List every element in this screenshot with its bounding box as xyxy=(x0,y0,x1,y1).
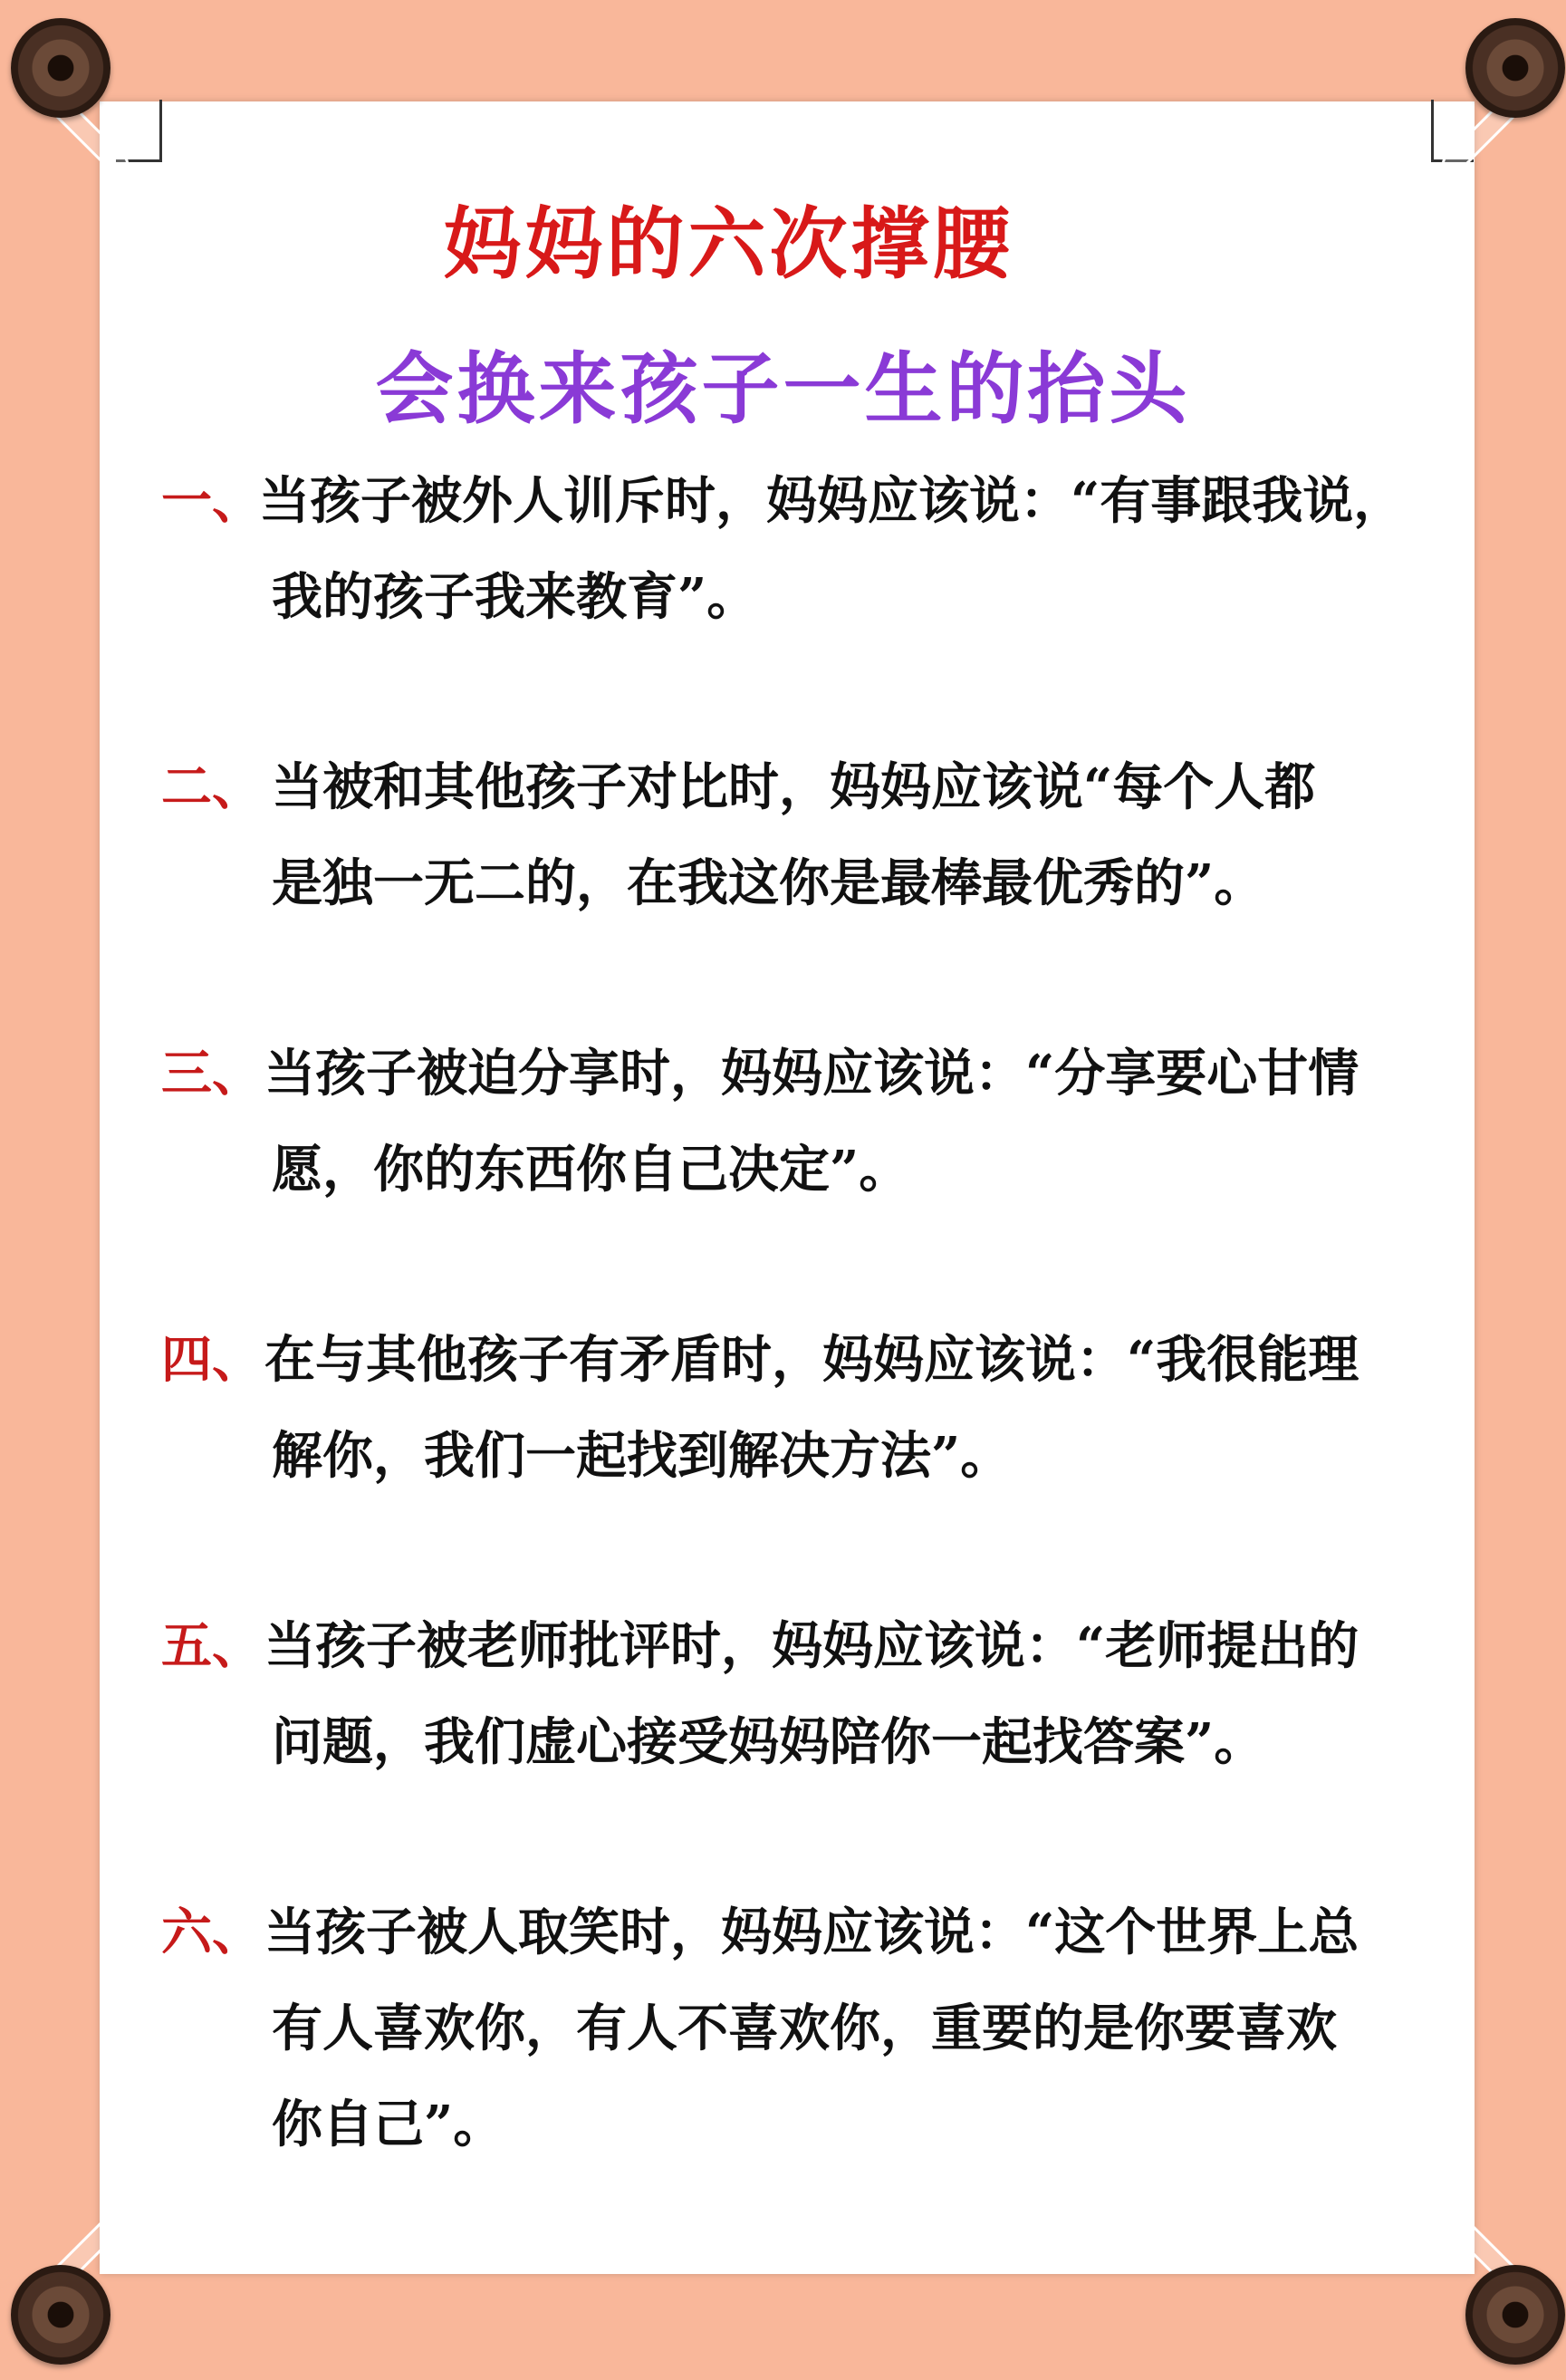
item-text: 是独一无二的，在我这你是最棒最优秀的”。 xyxy=(272,853,1265,913)
list-item xyxy=(161,1026,1429,1218)
list-item xyxy=(161,739,1429,931)
item-text: 当孩子被外人训斥时，妈妈应该说：“有事跟我说， xyxy=(259,471,1405,531)
pushpin-icon xyxy=(1465,18,1565,118)
crop-mark-top-left xyxy=(116,100,162,162)
item-text: 愿，你的东西你自己决定”。 xyxy=(272,1140,910,1200)
item-number: 一、 xyxy=(161,471,263,531)
pushpin-icon xyxy=(1465,2265,1565,2365)
page-title: 妈妈的六次撑腰 xyxy=(443,198,1014,290)
list-item xyxy=(161,1312,1429,1504)
pushpin-icon xyxy=(11,2265,110,2365)
item-number: 二、 xyxy=(161,757,263,817)
item-text: 当孩子被人取笑时，妈妈应该说：“这个世界上总 xyxy=(264,1903,1359,1962)
item-number: 三、 xyxy=(161,1044,263,1103)
list-item xyxy=(161,1598,1429,1790)
page-subtitle: 会换来孩子一生的抬头 xyxy=(375,343,1191,435)
item-text: 问题，我们虚心接受妈妈陪你一起找答案”。 xyxy=(272,1712,1265,1772)
item-text: 你自己”。 xyxy=(272,2095,504,2154)
item-number: 五、 xyxy=(161,1616,263,1676)
item-text: 当孩子被老师批评时，妈妈应该说：“老师提出的 xyxy=(264,1616,1359,1676)
item-text: 有人喜欢你，有人不喜欢你，重要的是你要喜欢 xyxy=(272,1999,1337,2058)
list-item xyxy=(161,453,1429,645)
item-text: 当被和其他孩子对比时，妈妈应该说“每个人都 xyxy=(272,757,1316,817)
item-text: 解你，我们一起找到解决方法”。 xyxy=(272,1426,1012,1486)
item-text: 我的孩子我来教育”。 xyxy=(272,567,758,627)
item-text: 当孩子被迫分享时，妈妈应该说：“分享要心甘情 xyxy=(264,1044,1359,1103)
item-text: 在与其他孩子有矛盾时，妈妈应该说：“我很能理 xyxy=(264,1330,1359,1390)
item-number: 四、 xyxy=(161,1330,263,1390)
item-number: 六、 xyxy=(161,1903,263,1962)
pushpin-icon xyxy=(11,18,110,118)
list-item xyxy=(161,1884,1429,2173)
